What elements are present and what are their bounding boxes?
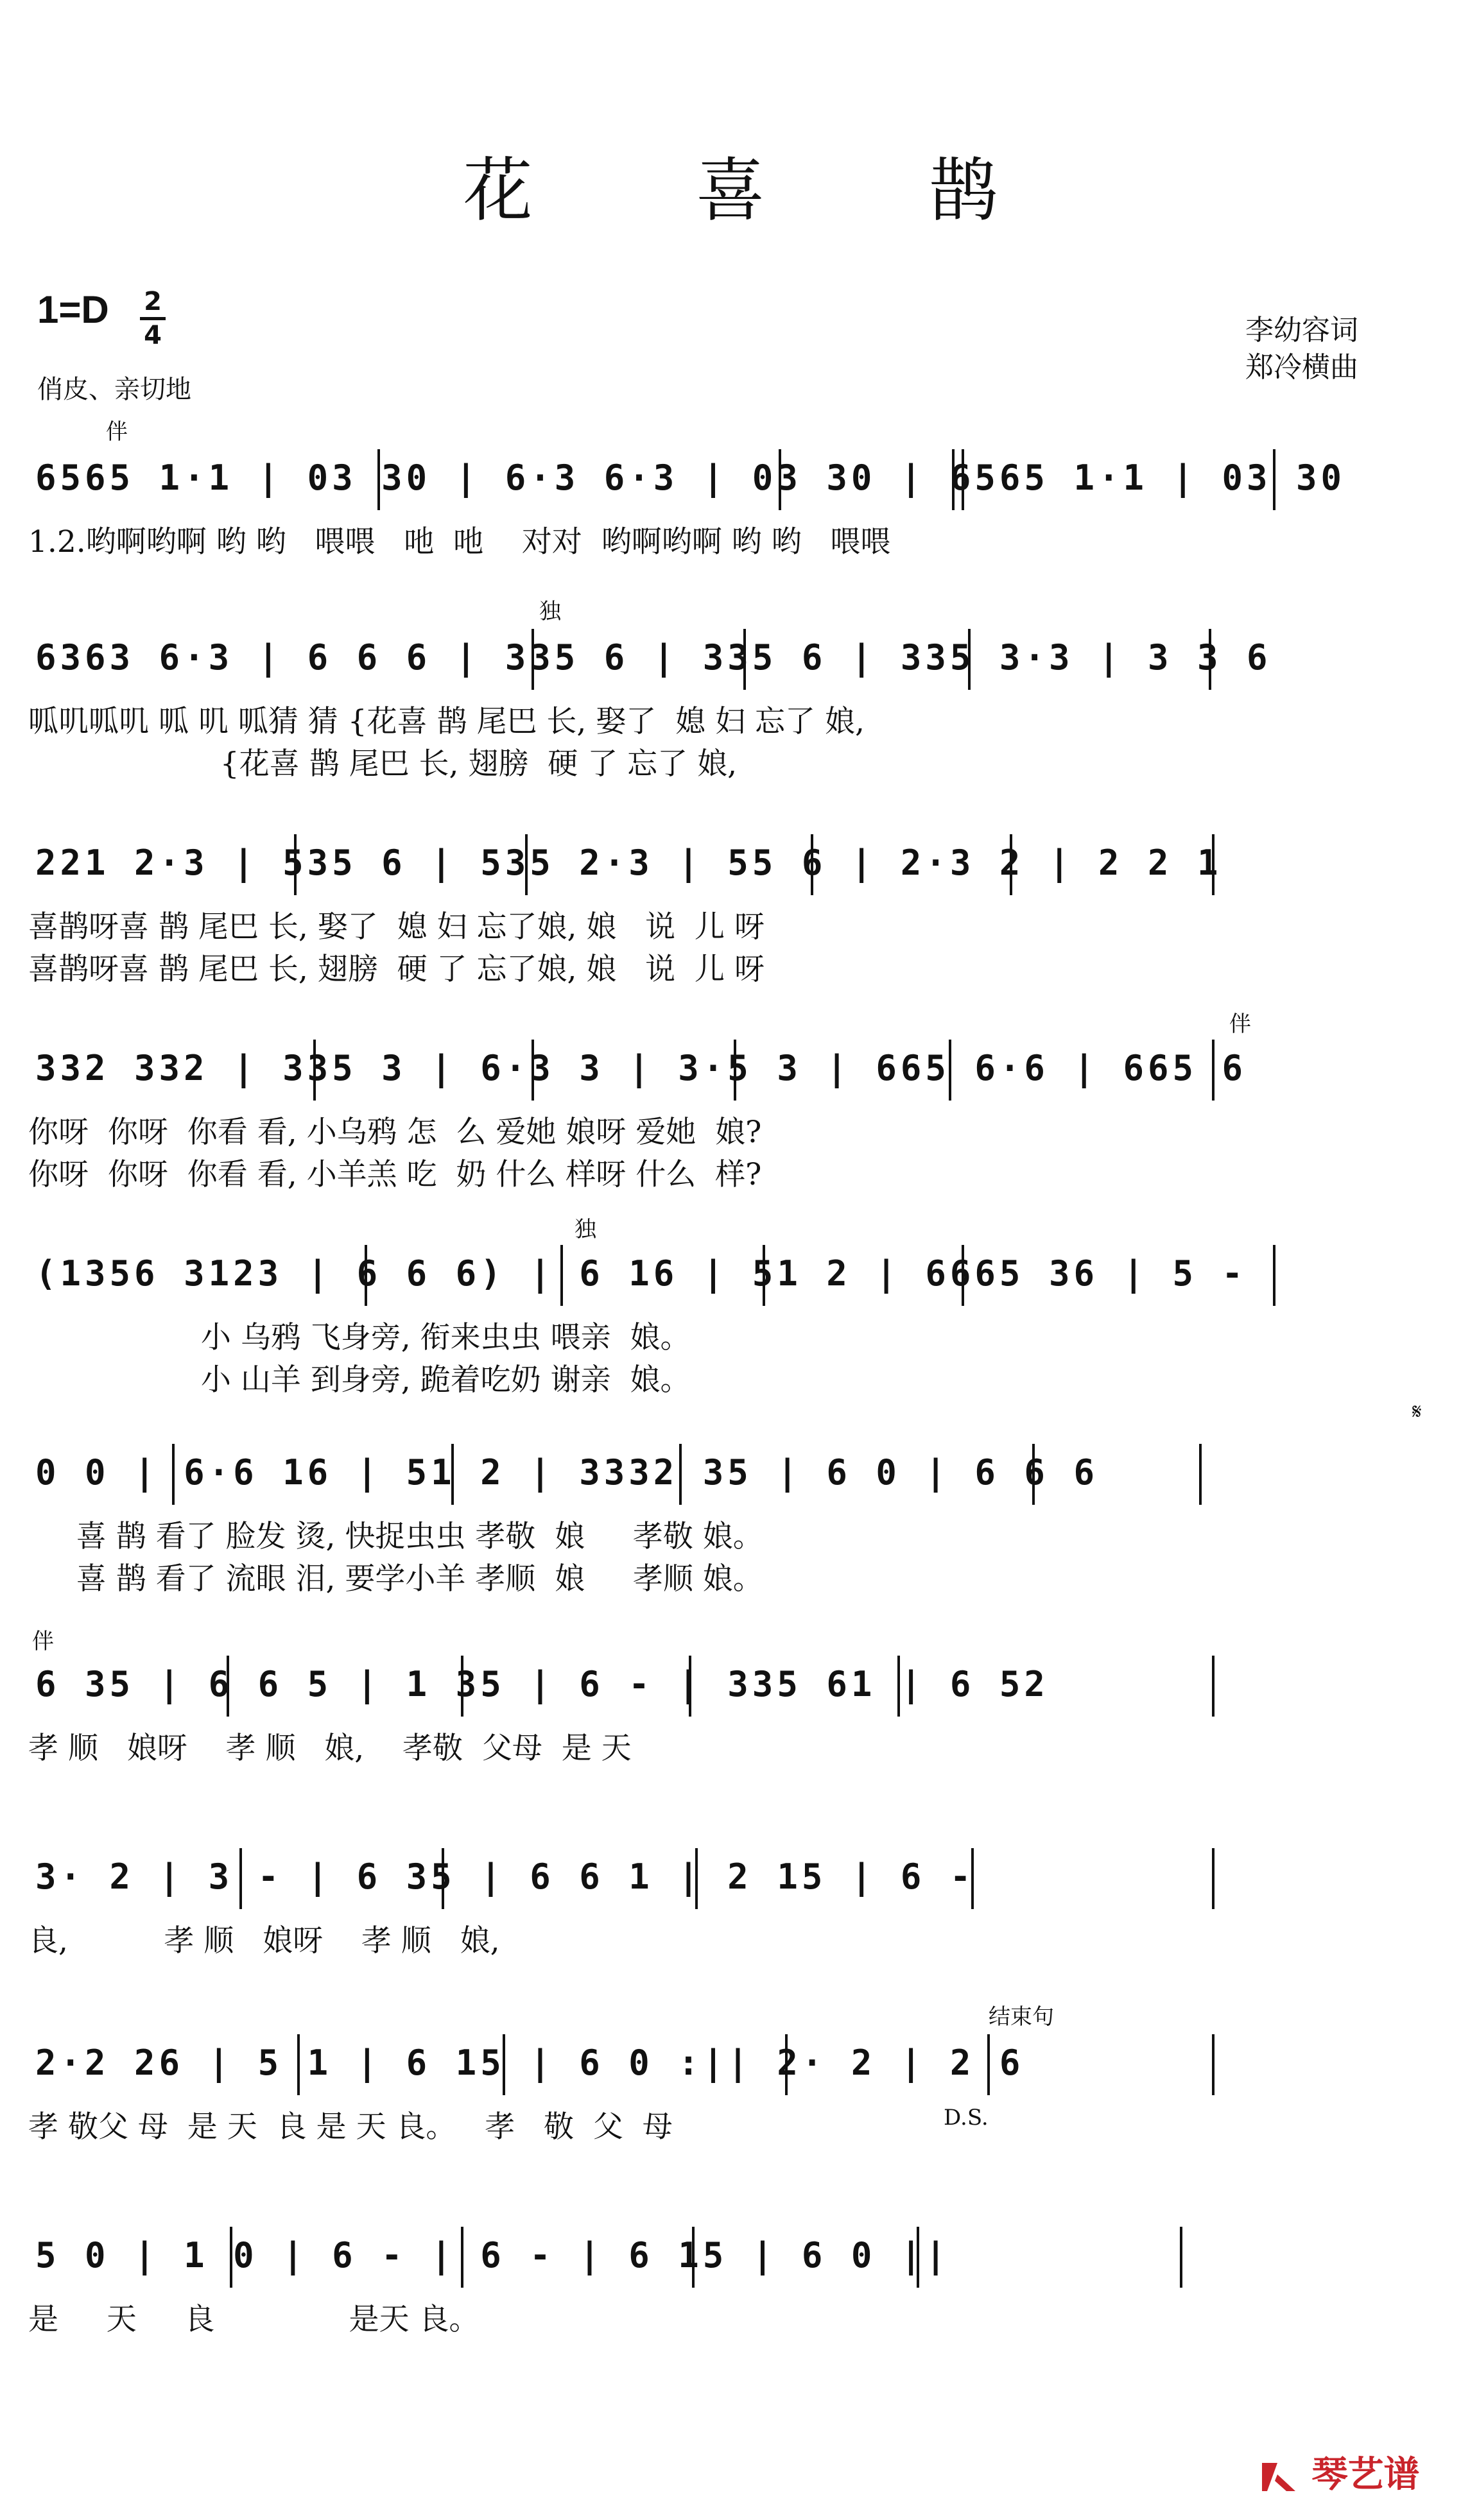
solo-mark: 独	[539, 599, 561, 624]
time-signature-bottom: 4	[144, 321, 162, 350]
notation-line: 6363 6·3 | 6 6 6 | 335 6 | 335 6 | 335 3·3 | 3 3 6	[35, 637, 1272, 678]
time-signature	[140, 287, 166, 350]
page-title: 花 喜 鹊	[463, 151, 1069, 231]
lyricist-credit: 李幼容词	[1245, 314, 1358, 347]
lyric-line: 良, 孝 顺 娘呀 孝 顺 娘,	[28, 1923, 500, 1959]
accompaniment-mark: 伴	[106, 419, 128, 445]
notation-line: 221 2·3 | 535 6 | 535 2·3 | 55 6 | 2·3 2 | 2 2 1	[35, 843, 1222, 883]
lyric-line: 孝 敬父 母 是 天 良 是 天 良。 孝 敬 父 母	[28, 2109, 673, 2145]
lyric-line: 你呀 你呀 你看 看, 小羊羔 吃 奶 什么 样呀 什么 样?	[28, 1157, 762, 1192]
score-system	[0, 1842, 1461, 2034]
watermark	[1258, 2446, 1420, 2498]
lyric-line: 孝 顺 娘呀 孝 顺 娘, 孝敬 父母 是 天	[28, 1731, 632, 1766]
score-system	[0, 2220, 1461, 2413]
lyric-line: 喜 鹊 看了 流眼 泪, 要学小羊 孝顺 娘 孝顺 娘。	[28, 1561, 763, 1597]
time-signature-top: 2	[144, 287, 162, 316]
accompaniment-mark: 伴	[1229, 1011, 1251, 1037]
segno-mark: 𝄋	[1412, 1399, 1422, 1425]
accompaniment-mark: 伴	[32, 1629, 54, 1654]
solo-mark: 独	[575, 1217, 596, 1242]
score-system	[0, 1437, 1461, 1630]
score-system	[0, 1649, 1461, 1842]
tempo-marking: 俏皮、亲切地	[37, 375, 191, 404]
ds-mark: D.S.	[944, 2105, 989, 2130]
lyric-line: 是 天 良 是天 良。	[28, 2302, 480, 2337]
notation-line: 3· 2 | 3 - | 6 35 | 6 6 1 | 2 15 | 6 -	[35, 1856, 975, 1897]
notation-line: 0 0 | 6·6 16 | 51 2 | 3332 35 | 6 0 | 6 6 6	[35, 1452, 1098, 1493]
notation-line: 332 332 | 335 3 | 6·3 3 | 3·5 3 | 665 6·6 | 665 6	[35, 1048, 1247, 1088]
watermark-text: 琴艺谱	[1311, 2454, 1420, 2496]
score-system	[0, 828, 1461, 1020]
lyric-line: 喜 鹊 看了 脸发 烫, 快捉虫虫 孝敬 娘 孝敬 娘。	[28, 1519, 763, 1554]
notation-line: 2·2 26 | 5 1 | 6 15 | 6 0 :|| 2· 2 | 2 6	[35, 2043, 1024, 2083]
lyric-line: 喜鹊呀喜 鹊 尾巴 长, 翅膀 硬 了 忘了娘, 娘 说 儿 呀	[28, 952, 765, 987]
score-system	[0, 1239, 1461, 1431]
logo-icon	[1258, 2456, 1299, 2498]
key-signature: 1=D	[37, 288, 109, 331]
notation-line: 5 0 | 1 0 | 6 - | 6 - | 6 15 | 6 0 ||	[35, 2235, 950, 2276]
score-system	[0, 1033, 1461, 1226]
notation-line: 6565 1·1 | 03 30 | 6·3 6·3 | 03 30 | 6565 1·1 | 03 30	[35, 458, 1346, 498]
score-system	[0, 622, 1461, 815]
lyric-line: 1.2.哟啊哟啊 哟 哟 喂喂 吔 吔 对对 哟啊哟啊 哟 哟 喂喂	[28, 524, 891, 560]
lyric-line: 你呀 你呀 你看 看, 小乌鸦 怎 么 爱她 娘呀 爱她 娘?	[28, 1115, 762, 1150]
lyric-line: 小 山羊 到身旁, 跪着吃奶 谢亲 娘。	[28, 1362, 691, 1398]
composer-credit: 郑冷横曲	[1245, 351, 1358, 384]
notation-line: 6 35 | 6 6 5 | 1 35 | 6 - | 335 61 | 6 52	[35, 1664, 1049, 1704]
lyric-line: {花喜 鹊 尾巴 长, 翅膀 硬 了 忘了 娘,	[28, 746, 738, 782]
lyric-line: 呱叽呱叽 呱 叽 呱猜 猜 {花喜 鹊 尾巴 长, 娶了 媳 妇 忘了 娘,	[28, 704, 865, 739]
score-system	[0, 443, 1461, 635]
ending-mark: 结束句	[989, 2004, 1054, 2030]
notation-line: (1356 3123 | 6 6 6) | 6 16 | 51 2 | 6665 36 | 5 -	[35, 1253, 1247, 1294]
score-system	[0, 2028, 1461, 2220]
lyric-line: 喜鹊呀喜 鹊 尾巴 长, 娶了 媳 妇 忘了娘, 娘 说 儿 呀	[28, 909, 765, 945]
lyric-line: 小 乌鸦 飞身旁, 衔来虫虫 喂亲 娘。	[28, 1320, 691, 1355]
